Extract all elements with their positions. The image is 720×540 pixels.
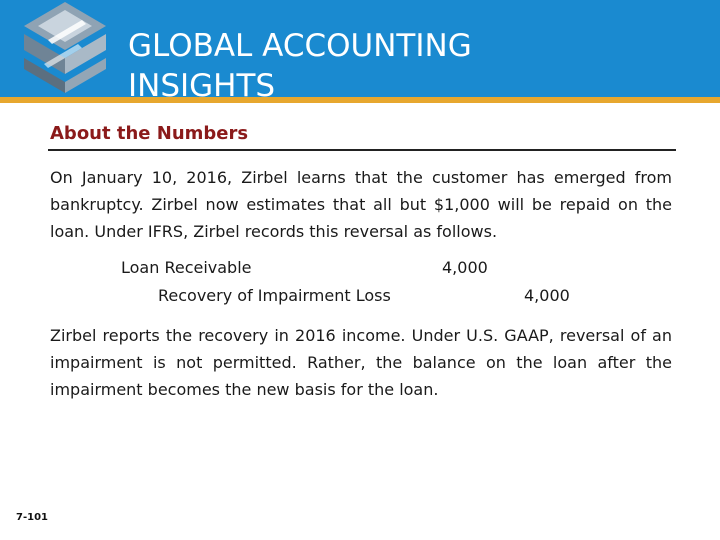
credit-amount: 4,000 [524,286,570,305]
debit-amount: 4,000 [442,258,488,277]
page-title: GLOBAL ACCOUNTING INSIGHTS [128,28,472,97]
debit-account-label: Loan Receivable [121,258,252,277]
conclusion-paragraph: Zirbel reports the recovery in 2016 income. Under U.S. GAAP, reversal of an impairment is not permitted. Rather, the balance on the loan after the impairment becomes the new basis for the loan. [50,326,672,399]
page-number: 7-101 [16,512,48,523]
credit-account-label: Recovery of Impairment Loss [158,286,391,305]
journal-entry-row [0,258,720,282]
section-heading: About the Numbers [50,123,249,144]
journal-entry-row [0,286,720,310]
stacked-diamond-logo-icon [20,0,110,95]
intro-paragraph: On January 10, 2016, Zirbel learns that the customer has emerged from bankruptcy. Zirbel now estimates that all but $1,000 will be repaid on the loan. Under IFRS, Zirbel records this reversal as follows. [50,168,672,241]
section-divider [48,149,676,151]
header-accent-rule [0,97,720,103]
